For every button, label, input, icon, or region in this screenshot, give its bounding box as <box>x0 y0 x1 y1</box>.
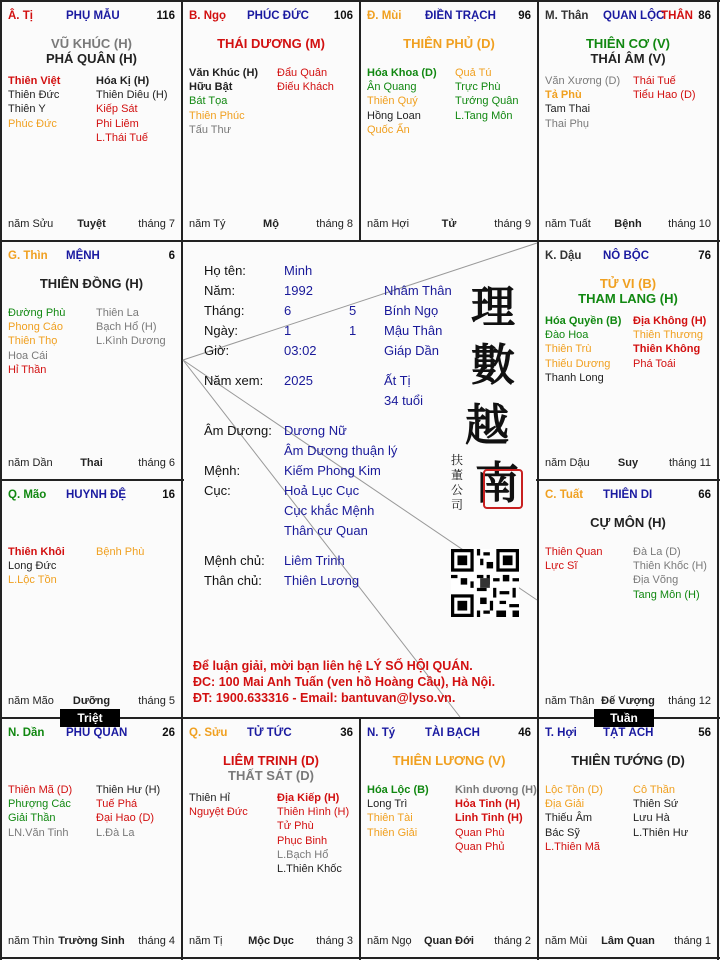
main-star: THAM LANG (H) <box>578 291 678 306</box>
minor-star: Giải Thần <box>8 812 56 825</box>
cuc-note-1: Cục khắc Mệnh <box>284 503 375 518</box>
nam-xem-value: 2025 <box>284 373 313 388</box>
footer-year: năm Thìn <box>8 935 55 947</box>
nam-xem-can-chi: Ất Tị <box>384 373 411 388</box>
palace-branch: K. Dậu <box>545 250 582 262</box>
palace-name: THIÊN DI <box>603 489 653 501</box>
footer-month: tháng 4 <box>138 935 175 947</box>
palace-ty2 <box>361 719 537 957</box>
palace-thin <box>2 242 181 479</box>
minor-star: Quốc Ấn <box>367 123 410 136</box>
minor-star: Thiên Hỉ <box>189 792 230 804</box>
star-column-left <box>545 783 603 854</box>
minor-star: Phượng Các <box>8 798 71 811</box>
ngay-value: 1 <box>284 323 292 338</box>
minor-star: Bát Tọa <box>189 95 228 108</box>
main-star: PHÁ QUÂN (H) <box>46 51 137 66</box>
palace-than <box>539 2 717 240</box>
ngay-label: Ngày: <box>204 323 238 338</box>
palace-mao <box>2 481 181 717</box>
palace-footer <box>8 935 175 949</box>
minor-star: Đà La (D) <box>633 546 681 558</box>
minor-star: Điếu Khách <box>277 81 334 94</box>
ngay-am-value: 1 <box>349 323 357 338</box>
am-duong-note: Âm Dương thuận lý <box>284 443 398 458</box>
minor-star: Thiên Quan <box>545 546 603 558</box>
minor-star: Tả Phù <box>545 89 582 102</box>
star-column-right <box>633 545 707 602</box>
star-column-right <box>96 306 166 349</box>
minor-star: Thanh Long <box>545 371 604 384</box>
star-column-right <box>633 783 688 840</box>
minor-star: Bạch Hổ (H) <box>96 321 157 334</box>
main-star: THIÊN ĐỒNG (H) <box>39 276 144 291</box>
footer-month: tháng 12 <box>668 695 711 707</box>
minor-star: Thiên Quý <box>367 95 418 108</box>
palace-branch: T. Hợi <box>545 727 577 739</box>
minor-star: Thai Phụ <box>545 117 590 130</box>
palace-branch: Q. Mão <box>8 489 47 501</box>
palace-header <box>545 250 711 266</box>
gio-label: Giờ: <box>204 343 230 358</box>
minor-star: L.Thiên Hư <box>633 826 689 839</box>
minor-star: Phi Liêm <box>96 117 139 130</box>
star-column-right <box>633 314 706 371</box>
palace-name: MỆNH <box>66 250 100 262</box>
calligraphy-char-2: 數 <box>471 340 515 391</box>
footer-stage: Dưỡng <box>72 695 111 707</box>
palace-name: PHÚC ĐỨC <box>247 10 309 22</box>
palace-footer <box>545 935 711 949</box>
main-star: VŨ KHÚC (H) <box>51 36 132 51</box>
am-duong-value: Dương Nữ <box>284 423 347 438</box>
minor-star: Thiên Hình (H) <box>277 806 350 819</box>
minor-star: Thiên Thọ <box>8 335 58 348</box>
footer-stage: Trường Sinh <box>58 935 125 947</box>
footer-year: năm Tý <box>189 218 226 230</box>
minor-star: Hồng Loan <box>367 109 421 122</box>
palace-footer <box>189 935 353 949</box>
footer-month: tháng 5 <box>138 695 175 707</box>
minor-star: Linh Tinh (H) <box>455 812 523 825</box>
minor-star: Kiếp Sát <box>96 103 138 116</box>
main-star: THIÊN CƠ (V) <box>585 36 671 51</box>
star-column-left <box>545 314 621 385</box>
star-column-right <box>633 74 696 102</box>
minor-star: Thiên La <box>96 307 139 319</box>
palace-age: 36 <box>340 727 353 739</box>
minor-star: Thiếu Dương <box>545 357 611 370</box>
minor-star: Đẩu Quân <box>277 67 328 79</box>
star-column-right <box>455 66 519 123</box>
palace-branch: Đ. Mùi <box>367 10 402 22</box>
palace-header <box>545 727 711 743</box>
minor-star: Nguyệt Đức <box>189 806 248 819</box>
palace-age: 16 <box>162 489 175 501</box>
footer-stage: Tuyệt <box>77 218 106 230</box>
calligraphy-small-text: 扶董公司 <box>451 453 464 512</box>
footer-year: năm Mão <box>8 695 54 707</box>
minor-star: Bác Sỹ <box>545 826 580 839</box>
minor-star: Hỏa Tinh (H) <box>455 798 521 811</box>
minor-star: Thiên Việt <box>8 75 61 87</box>
star-column-right <box>96 545 144 559</box>
minor-star: Thiên Phúc <box>189 109 245 122</box>
contact-line-2: ĐC: 100 Mai Anh Tuấn (ven hồ Hoàng Cầu), Hà Nội. <box>193 675 496 689</box>
star-column-left <box>189 791 248 819</box>
minor-star: L.Thiên Mã <box>545 840 601 853</box>
star-column-left <box>8 783 72 840</box>
main-star: THÁI ÂM (V) <box>590 51 666 66</box>
tuan-tag: Tuần <box>594 709 654 727</box>
palace-branch: N. Dần <box>8 727 45 739</box>
minor-star: Tang Môn (H) <box>633 588 700 601</box>
palace-footer <box>8 218 175 232</box>
minor-star: Thiên Mã (D) <box>8 784 73 796</box>
main-star: LIÊM TRINH (D) <box>222 753 320 768</box>
minor-star: Phá Toái <box>633 357 676 370</box>
palace-name: HUYNH ĐỆ <box>66 489 127 501</box>
minor-star: Tuế Phá <box>96 798 138 811</box>
am-duong-label: Âm Dương: <box>204 423 272 438</box>
center-info-panel <box>183 243 537 717</box>
triet-tag: Triệt <box>60 709 120 727</box>
footer-year: năm Mùi <box>545 935 588 947</box>
palace-footer <box>8 457 175 471</box>
palace-header <box>545 10 711 26</box>
footer-stage: Suy <box>617 457 639 469</box>
star-column-left <box>545 74 620 131</box>
minor-star: Cô Thần <box>633 784 675 796</box>
palace-name: PHU QUÂN <box>66 727 128 739</box>
main-star: THẤT SÁT (D) <box>228 768 314 783</box>
minor-star: Đường Phù <box>8 307 66 319</box>
cuc-value: Hoả Lục Cục <box>284 483 360 498</box>
palace-footer <box>367 218 531 232</box>
palace-header <box>367 10 531 26</box>
minor-star: Địa Võng <box>633 574 679 587</box>
footer-stage: Tử <box>441 218 457 230</box>
menh-chu-value: Liêm Trinh <box>284 553 345 568</box>
footer-stage: Quan Đới <box>424 935 474 947</box>
minor-star: Phong Cáo <box>8 321 64 334</box>
qr-code <box>451 549 519 617</box>
footer-month: tháng 10 <box>668 218 711 230</box>
contact-line-3: ĐT: 1900.633316 - Email: bantuvan@lyso.vn. <box>193 691 456 705</box>
minor-star: L.Bạch Hổ <box>277 848 329 861</box>
minor-star: Thiên Trù <box>545 343 592 356</box>
palace-ty <box>2 2 181 240</box>
thang-am-value: 5 <box>349 303 357 318</box>
minor-star: Thiên Sứ <box>633 798 679 811</box>
palace-branch: Q. Sửu <box>189 727 228 739</box>
footer-year: năm Ngọ <box>367 935 412 947</box>
footer-year: năm Dậu <box>545 457 590 469</box>
minor-star: Hỉ Thần <box>8 363 47 376</box>
palace-name: QUAN LỘC <box>603 10 665 22</box>
star-column-right <box>455 783 537 854</box>
minor-star: L.Thái Tuế <box>96 131 148 144</box>
footer-year: năm Hợi <box>367 218 410 230</box>
palace-dau <box>539 242 717 479</box>
palace-header <box>545 489 711 505</box>
palace-header <box>8 250 175 266</box>
minor-star: Văn Khúc (H) <box>189 67 259 79</box>
star-column-right <box>96 74 168 145</box>
minor-star: L.Lộc Tồn <box>8 574 57 587</box>
footer-month: tháng 6 <box>138 457 175 469</box>
palace-header <box>8 10 175 26</box>
than-marker: THÂN <box>661 10 693 22</box>
palace-header <box>189 727 353 743</box>
minor-star: L.Đà La <box>96 826 135 839</box>
main-star: CỰ MÔN (H) <box>590 515 666 530</box>
palace-ngo <box>183 2 359 240</box>
palace-hoi <box>539 719 717 957</box>
minor-star: LN.Văn Tinh <box>8 826 69 839</box>
minor-star: L.Tang Môn <box>455 109 513 122</box>
palace-age: 6 <box>168 250 175 262</box>
main-star: THIÊN TƯỚNG (D) <box>571 753 685 768</box>
footer-month: tháng 11 <box>668 457 711 469</box>
tuoi-value: 34 tuổi <box>384 393 424 408</box>
calligraphy-char-1: 理 <box>471 282 515 333</box>
main-star: TỬ VI (B) <box>599 276 657 291</box>
minor-star: Đào Hoa <box>545 329 589 342</box>
palace-branch: C. Tuất <box>545 489 584 501</box>
footer-stage: Đế Vượng <box>601 695 655 707</box>
minor-star: Văn Xương (D) <box>545 75 621 87</box>
cuc-note-2: Thân cư Quan <box>284 523 368 538</box>
minor-star: Tam Thai <box>545 103 591 116</box>
red-seal-stamp <box>483 469 523 509</box>
minor-star: Long Đức <box>8 560 57 573</box>
palace-tuat <box>539 481 717 717</box>
footer-month: tháng 8 <box>316 218 353 230</box>
palace-footer <box>8 695 175 709</box>
thang-value: 6 <box>284 303 292 318</box>
minor-star: Thiên Khôi <box>8 546 65 558</box>
palace-age: 56 <box>698 727 711 739</box>
minor-star: Thái Tuế <box>633 75 676 87</box>
minor-star: Thiên Đức <box>8 89 60 102</box>
calligraphy-char-4: 南 <box>475 458 519 509</box>
star-column-right <box>277 66 334 94</box>
minor-star: Thiếu Âm <box>545 812 593 825</box>
cuc-label: Cục: <box>204 483 231 498</box>
footer-year: năm Sửu <box>8 218 54 230</box>
palace-age: 86 <box>698 10 711 22</box>
palace-suu <box>183 719 359 957</box>
minor-star: Thiên Không <box>633 343 701 356</box>
footer-year: năm Thân <box>545 695 595 707</box>
menh-value: Kiếm Phong Kim <box>284 463 381 478</box>
minor-star: Thiên Tài <box>367 812 413 825</box>
footer-stage: Thai <box>80 457 103 469</box>
minor-star: Tiểu Hao (D) <box>633 89 696 102</box>
minor-star: Địa Giải <box>545 798 585 811</box>
ho-ten-value: Minh <box>284 263 313 278</box>
minor-star: Hoa Cái <box>8 349 48 362</box>
palace-footer <box>545 695 711 709</box>
footer-year: năm Dần <box>8 457 53 469</box>
minor-star: Lưu Hà <box>633 812 670 825</box>
minor-star: Địa Không (H) <box>633 315 707 327</box>
palace-footer <box>545 218 711 232</box>
minor-star: Hóa Khoa (D) <box>367 67 437 79</box>
palace-age: 116 <box>156 10 175 22</box>
palace-name: TÀI BẠCH <box>425 727 480 739</box>
palace-name: NÔ BỘC <box>603 250 649 262</box>
palace-age: 106 <box>333 10 353 22</box>
footer-stage: Mộc Dục <box>248 935 294 947</box>
footer-month: tháng 9 <box>494 218 531 230</box>
palace-header <box>367 727 531 743</box>
nam-value: 1992 <box>284 283 313 298</box>
nam-can-chi: Nhâm Thân <box>384 283 452 298</box>
footer-stage: Lâm Quan <box>601 935 655 947</box>
footer-stage: Bệnh <box>614 218 642 230</box>
main-star: THIÊN LƯƠNG (V) <box>392 753 506 768</box>
minor-star: Hóa Quyền (B) <box>545 315 622 327</box>
palace-footer <box>545 457 711 471</box>
palace-branch: B. Ngọ <box>189 10 227 22</box>
footer-month: tháng 1 <box>674 935 711 947</box>
palace-age: 96 <box>518 10 531 22</box>
minor-star: Hóa Kị (H) <box>96 75 150 87</box>
minor-star: Thiên Thương <box>633 329 704 342</box>
footer-year: năm Tuất <box>545 218 591 230</box>
minor-star: Tướng Quân <box>455 95 519 108</box>
ho-ten-label: Họ tên: <box>204 263 246 278</box>
minor-star: Trực Phù <box>455 81 501 94</box>
star-column-left <box>367 66 437 137</box>
palace-name: TỬ TỨC <box>247 727 292 739</box>
nam-xem-label: Năm xem: <box>204 373 264 388</box>
minor-star: Phục Binh <box>277 834 328 847</box>
palace-header <box>8 727 175 743</box>
minor-star: Lộc Tồn (D) <box>545 784 603 796</box>
minor-star: Quả Tú <box>455 67 492 79</box>
minor-star: Tử Phù <box>277 820 314 833</box>
menh-chu-label: Mệnh chủ: <box>204 553 265 568</box>
minor-star: Bệnh Phù <box>96 546 145 558</box>
minor-star: Quan Phủ <box>455 840 505 853</box>
gio-value: 03:02 <box>284 343 317 358</box>
minor-star: Ân Quang <box>367 81 417 94</box>
star-column-left <box>545 545 602 573</box>
minor-star: Lực Sĩ <box>545 560 578 573</box>
palace-age: 66 <box>698 489 711 501</box>
palace-branch: N. Tý <box>367 727 396 739</box>
minor-star: Hóa Lộc (B) <box>367 784 429 796</box>
footer-month: tháng 3 <box>316 935 353 947</box>
palace-branch: M. Thân <box>545 10 589 22</box>
minor-star: Thiên Giải <box>367 826 418 839</box>
palace-branch: G. Thìn <box>8 250 48 262</box>
palace-name: ĐIỀN TRẠCH <box>425 10 496 22</box>
main-star: THIÊN PHỦ (D) <box>403 36 495 51</box>
footer-month: tháng 7 <box>138 218 175 230</box>
minor-star: Phúc Đức <box>8 117 57 130</box>
minor-star: Long Trì <box>367 798 408 811</box>
minor-star: L.Kình Dương <box>96 335 166 348</box>
menh-label: Mệnh: <box>204 463 241 478</box>
star-column-right <box>96 783 160 840</box>
palace-age: 76 <box>698 250 711 262</box>
star-column-left <box>189 66 258 137</box>
palace-mui <box>361 2 537 240</box>
minor-star: L.Thiên Khốc <box>277 863 342 876</box>
palace-footer <box>367 935 531 949</box>
nam-label: Năm: <box>204 283 236 298</box>
palace-branch: Â. Tị <box>8 10 33 22</box>
star-column-left <box>8 306 65 377</box>
palace-name: PHỤ MẪU <box>66 10 120 22</box>
calligraphy-char-3: 越 <box>465 400 509 451</box>
star-column-left <box>367 783 429 840</box>
than-chu-label: Thân chủ: <box>204 573 262 588</box>
thang-can-chi: Bính Ngọ <box>384 303 439 318</box>
minor-star: Thiên Diêu (H) <box>96 89 168 102</box>
minor-star: Quan Phù <box>455 826 505 839</box>
footer-year: năm Tị <box>189 935 223 947</box>
palace-age: 46 <box>518 727 531 739</box>
palace-footer <box>189 218 353 232</box>
minor-star: Đại Hao (D) <box>96 812 155 825</box>
gio-can-chi: Giáp Dần <box>384 343 439 358</box>
star-column-left <box>8 74 60 131</box>
minor-star: Tấu Thư <box>189 123 232 136</box>
ngay-can-chi: Mậu Thân <box>384 323 443 338</box>
palace-age: 26 <box>162 727 175 739</box>
palace-header <box>8 489 175 505</box>
footer-stage: Mộ <box>263 218 279 230</box>
than-chu-value: Thiên Lương <box>284 573 360 588</box>
star-column-right <box>277 791 349 876</box>
footer-month: tháng 2 <box>494 935 531 947</box>
main-star: THÁI DƯƠNG (M) <box>217 36 325 51</box>
minor-star: Địa Kiếp (H) <box>277 792 340 804</box>
minor-star: Thiên Y <box>8 103 46 116</box>
palace-dan <box>2 719 181 957</box>
palace-name: TẬT ÁCH <box>603 727 654 739</box>
minor-star: Thiên Hư (H) <box>96 784 161 796</box>
minor-star: Thiên Khốc (H) <box>633 560 707 573</box>
star-column-left <box>8 545 65 588</box>
thang-label: Tháng: <box>204 303 245 318</box>
palace-header <box>189 10 353 26</box>
contact-line-1: Để luận giải, mời bạn liên hệ LÝ SỐ HỘI QUÁN. <box>193 659 473 673</box>
minor-star: Kình dương (H) <box>455 784 537 796</box>
minor-star: Hữu Bật <box>189 81 233 94</box>
